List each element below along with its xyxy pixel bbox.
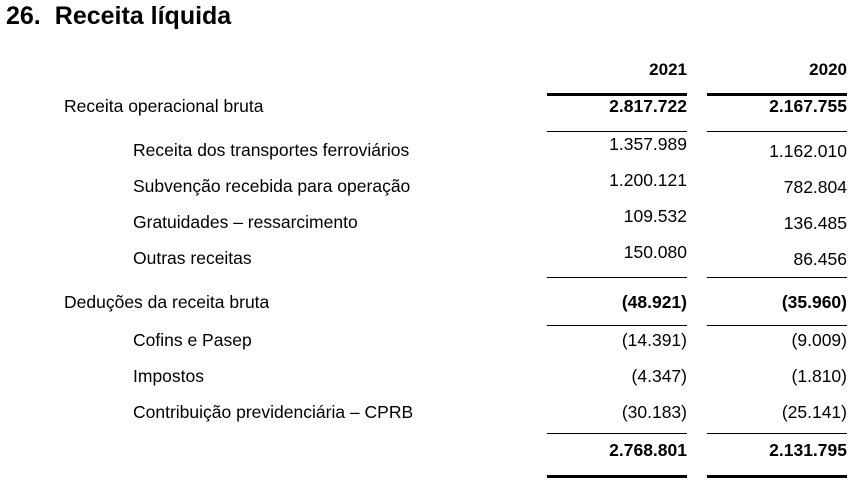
value-2021-impostos: (4.347)	[631, 366, 687, 386]
value-2021-subvencao: 1.200.121	[609, 170, 687, 190]
section-number: 26.	[6, 2, 41, 30]
value-2020-subvencao: 782.804	[783, 177, 847, 197]
section-rule-2021	[547, 277, 687, 278]
value-2021-gratuidades: 109.532	[623, 206, 687, 226]
value-2020-deducoes: (35.960)	[781, 292, 847, 312]
row-label-transportes-ferroviarios: Receita dos transportes ferroviários	[133, 140, 410, 160]
value-2021-transportes-ferroviarios: 1.357.989	[609, 134, 687, 154]
total-2020: 2.131.795	[769, 440, 847, 460]
row-label-cofins-pasep: Cofins e Pasep	[133, 330, 252, 350]
value-2021-outras-receitas: 150.080	[623, 242, 687, 262]
total-double-rule-2020	[707, 475, 847, 478]
value-2021-receita-operacional-bruta: 2.817.722	[609, 96, 687, 116]
subtotal-rule-2020	[707, 131, 847, 132]
value-2020-cprb: (25.141)	[781, 402, 847, 422]
value-2020-transportes-ferroviarios: 1.162.010	[769, 141, 847, 161]
page-title	[6, 2, 231, 31]
total-double-rule-2021	[547, 475, 687, 478]
row-label-gratuidades: Gratuidades – ressarcimento	[133, 212, 358, 232]
row-label-receita-operacional-bruta: Receita operacional bruta	[64, 96, 264, 116]
value-2020-cofins-pasep: (9.009)	[791, 330, 847, 350]
section-title: Receita líquida	[54, 2, 232, 30]
value-2020-impostos: (1.810)	[791, 366, 847, 386]
row-label-outras-receitas: Outras receitas	[133, 248, 252, 268]
deducoes-rule-2020	[707, 325, 847, 326]
total-2021: 2.768.801	[609, 440, 687, 460]
total-top-rule-2021	[547, 433, 687, 434]
row-label-deducoes: Deduções da receita bruta	[64, 292, 270, 312]
row-label-cprb: Contribuição previdenciária – CPRB	[133, 402, 414, 422]
row-label-subvencao: Subvenção recebida para operação	[133, 176, 411, 196]
value-2021-cprb: (30.183)	[621, 402, 687, 422]
row-label-impostos: Impostos	[133, 366, 204, 386]
value-2021-cofins-pasep: (14.391)	[621, 330, 687, 350]
column-header-2020: 2020	[809, 60, 847, 79]
subtotal-rule-2021	[547, 131, 687, 132]
section-rule-2020	[707, 277, 847, 278]
deducoes-rule-2021	[547, 325, 687, 326]
column-header-2021: 2021	[649, 60, 687, 79]
value-2021-deducoes: (48.921)	[621, 292, 687, 312]
value-2020-gratuidades: 136.485	[783, 213, 847, 233]
total-top-rule-2020	[707, 433, 847, 434]
value-2020-receita-operacional-bruta: 2.167.755	[769, 96, 847, 116]
value-2020-outras-receitas: 86.456	[793, 249, 847, 269]
